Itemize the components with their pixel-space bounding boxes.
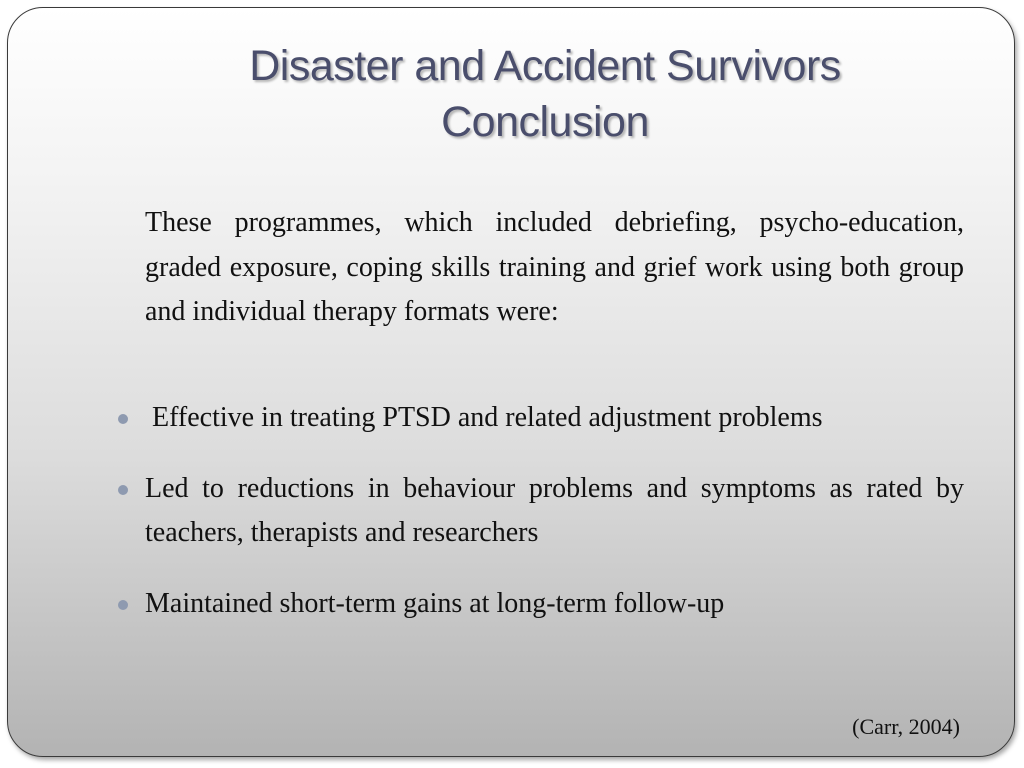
bullet-text: Effective in treating PTSD and related adjustment problems bbox=[145, 402, 823, 433]
citation: (Carr, 2004) bbox=[852, 714, 960, 739]
bullet-item bbox=[115, 467, 964, 556]
bullet-text: Maintained short-term gains at long-term follow-up bbox=[145, 587, 725, 619]
slide-title bbox=[8, 38, 1015, 150]
bullet-item bbox=[115, 396, 964, 441]
slide-frame bbox=[7, 7, 1015, 757]
bullet-dot-icon bbox=[118, 485, 128, 495]
slide-title-line-2: Conclusion bbox=[441, 98, 649, 146]
bullet-text: Led to reductions in behaviour problems and symptoms as rated by teachers, therapists and researchers bbox=[145, 472, 964, 548]
bullet-dot-icon bbox=[118, 600, 128, 610]
bullet-list bbox=[115, 396, 964, 652]
bullet-dot-icon bbox=[118, 414, 128, 424]
slide-title-line-1: Disaster and Accident Survivors bbox=[249, 42, 841, 90]
intro-paragraph: These programmes, which included debriefing, psycho-education, graded exposure, coping skills training and grief work using both group and individual therapy formats were: bbox=[145, 207, 964, 327]
bullet-item bbox=[115, 582, 964, 627]
